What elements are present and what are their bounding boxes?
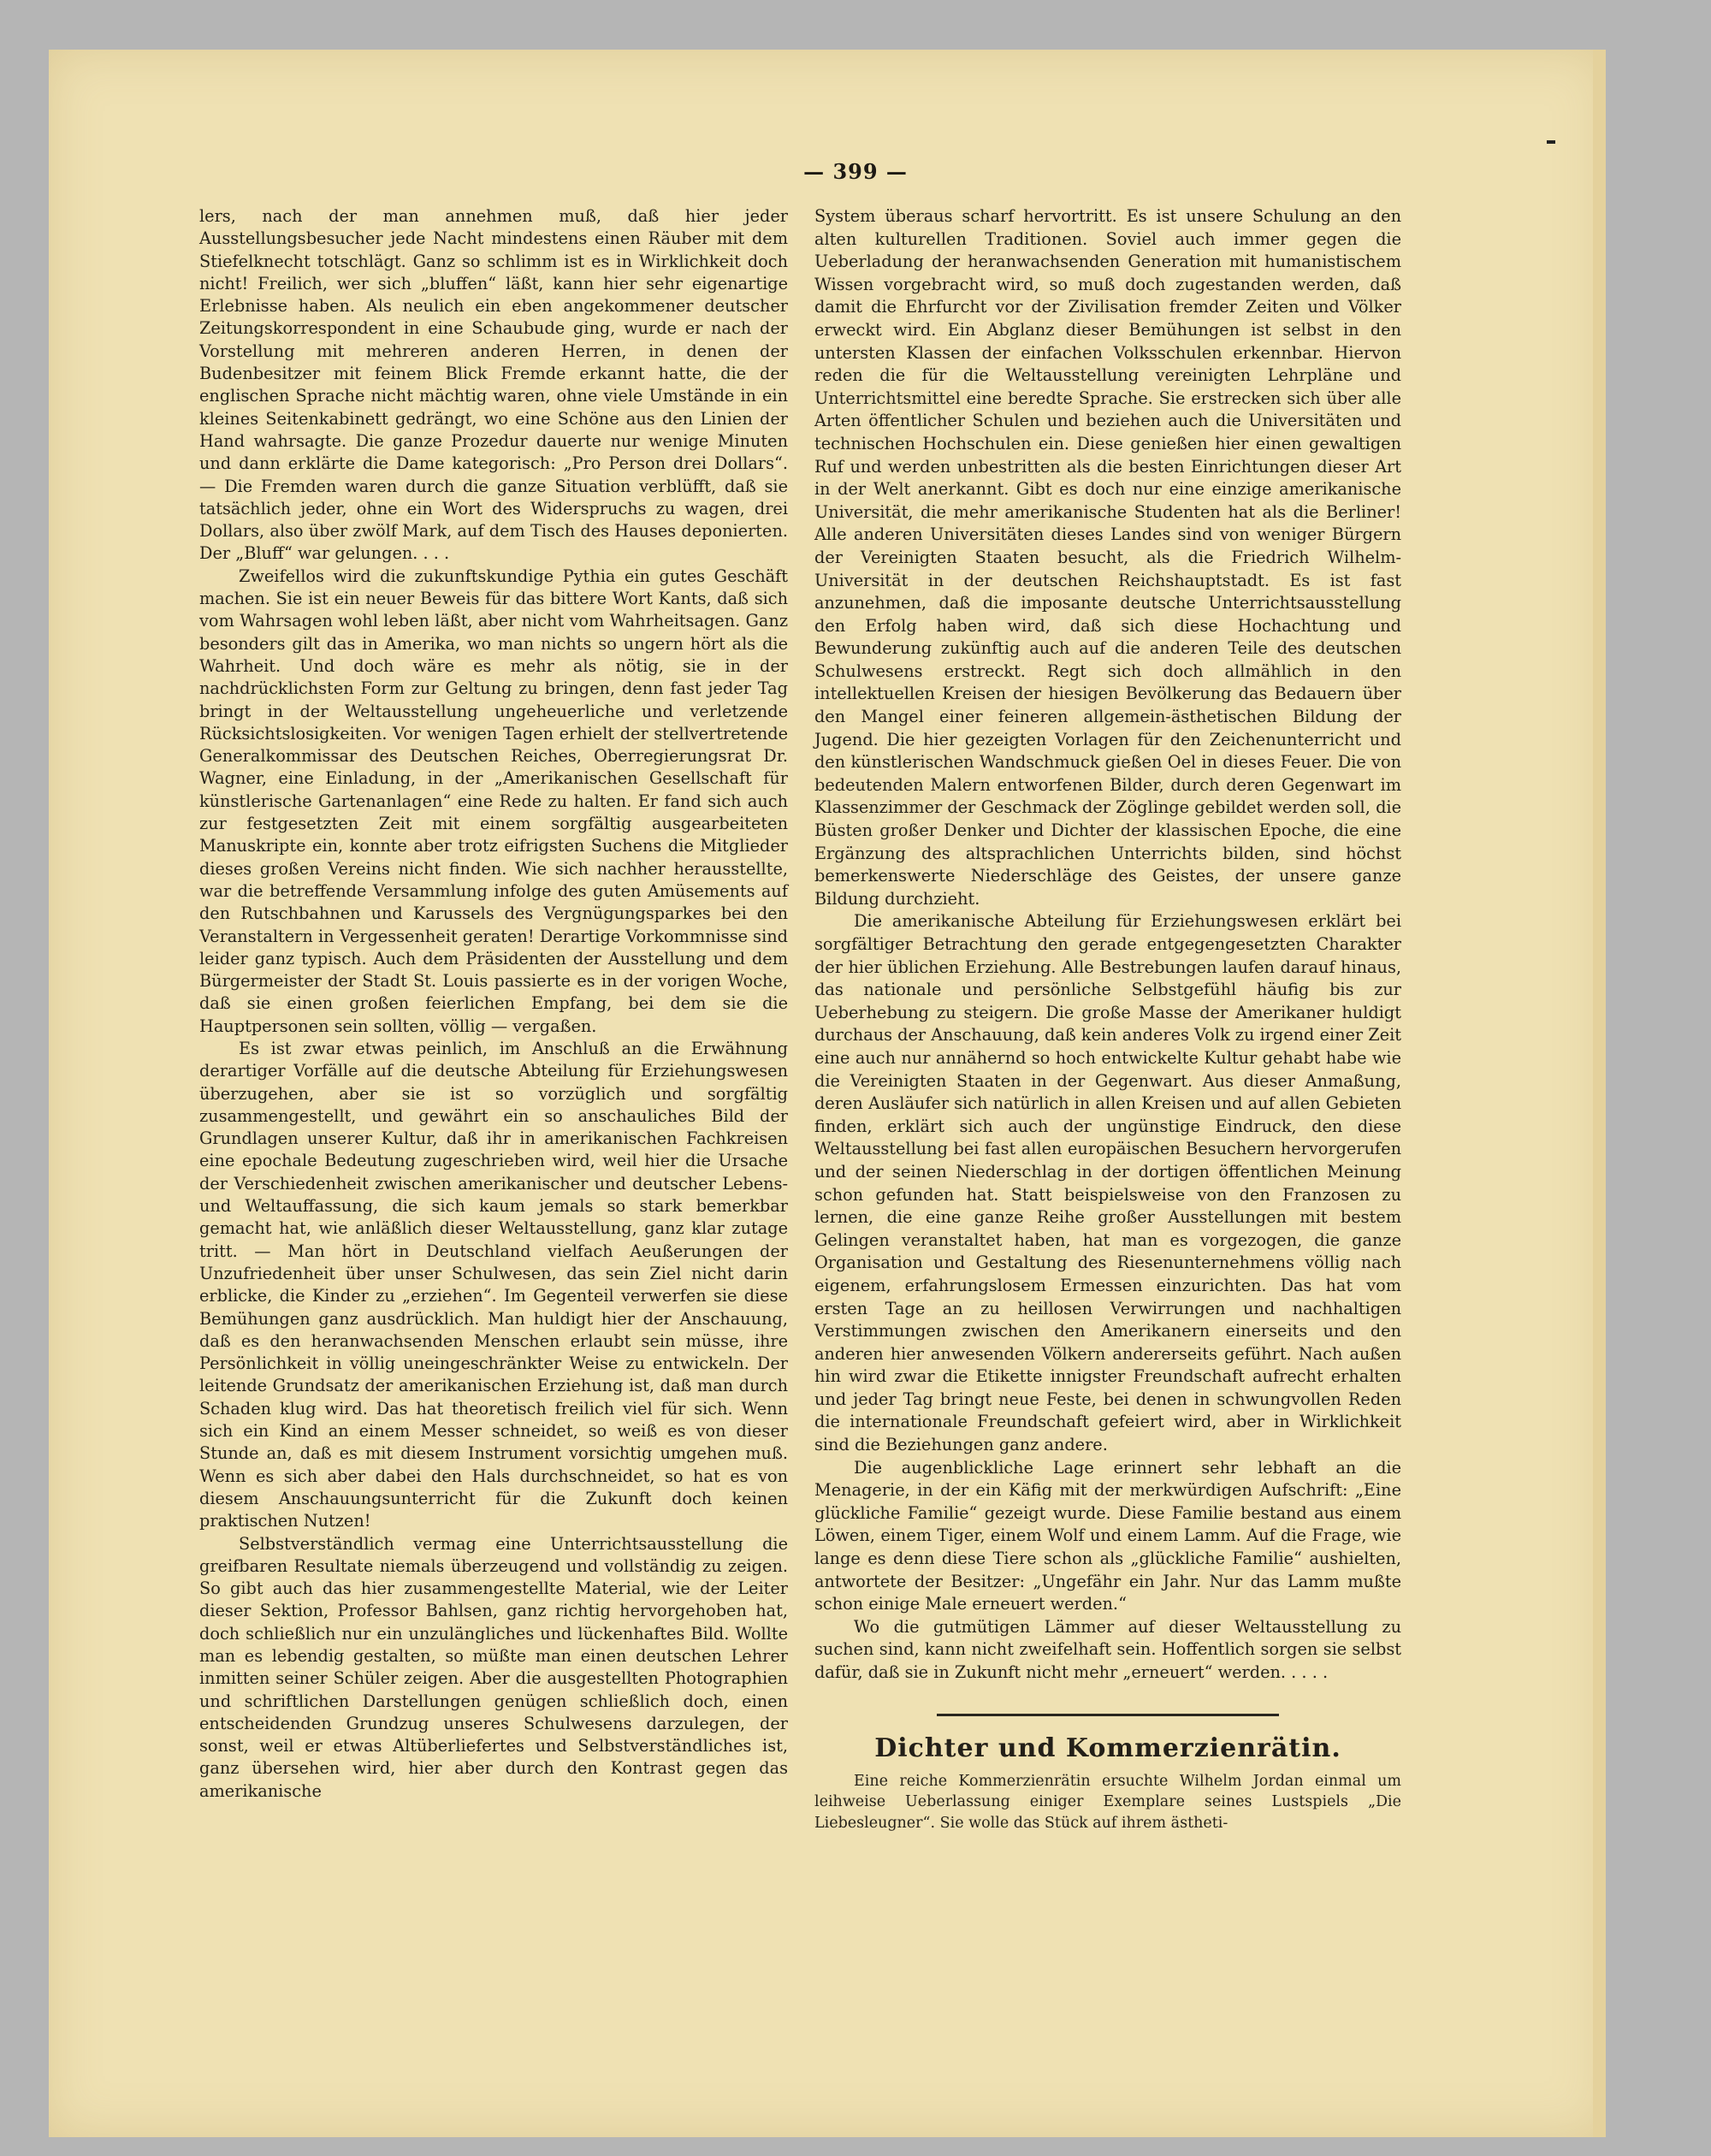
margin-mark xyxy=(1547,140,1555,144)
article-paragraph: Es ist zwar etwas peinlich, im Anschluß an die Erwähnung derartiger Vorfälle auf die deutsche Abteilung für Erziehungswesen überzugehen, aber sie ist so vorzüglich und sorgfältig zusammengestellt, und gewährt ein so anschauliches Bild der Grundlagen unserer Kultur, daß ihr in amerikanischen Fachkreisen eine epochale Bedeutung zugeschrieben wird, weil hier die Ursache der Verschiedenheit zwischen amerikanischer und deutscher Lebens- und Weltauffassung, die sich kaum jemals so stark bemerkbar gemacht hat, wie anläßlich dieser Weltausstellung, ganz klar zutage tritt. — Man hört in Deutschland vielfach Aeußerungen der Unzufriedenheit über unser Schulwesen, das sein Ziel nicht darin erblicke, die Kinder zu „erziehen“. Im Gegenteil verwerfen sie diese Bemühungen ganz ausdrücklich. Man huldigt hier der Anschauung, daß es den heranwachsenden Menschen erlaubt sein müsse, ihre Persönlichkeit in völlig uneingeschränkter Weise zu entwickeln. Der leitende Grundsatz der amerikanischen Erziehung ist, daß man durch Schaden klug wird. Das hat theoretisch freilich viel für sich. Wenn sich ein Kind an einem Messer schneidet, so weiß es von dieser Stunde an, daß es mit diesem Instrument vorsichtig umgehen muß. Wenn es sich aber dabei den Hals durchschneidet, so hat es von diesem Anschauungsunterricht für die Zukunft doch keinen praktischen Nutzen! xyxy=(199,1038,788,1531)
article-paragraph: Selbstverständlich vermag eine Unterrichtsausstellung die greifbaren Resultate niemals überzeugend und vollständig zu zeigen. So gibt auch das hier zusammengestellte Material, wie der Leiter dieser Sektion, Professor Bahlsen, ganz richtig hervorgehoben hat, doch schließlich nur ein unzulängliches und lückenhaftes Bild. Wollte man es lebendig gestalten, so müßte man einen deutschen Lehrer inmitten seiner Schüler zeigen. Aber die ausgestellten Photographien und schriftlichen Darstellungen genügen schließlich doch, einen entscheidenden Grundzug unseres Schulwesens darzulegen, der sonst, weil er etwas Altüberliefertes und Selbstverständliches ist, ganz übersehen wird, hier aber durch den Kontrast gegen das amerikanische xyxy=(199,1533,788,1801)
section-divider xyxy=(937,1714,1279,1716)
story-paragraph: Eine reiche Kommerzienrätin ersuchte Wilhelm Jordan einmal um leihweise Ueberlassung einiger Exemplare seines Lustspiels „Die Liebesleugner“. Sie wolle das Stück auf ihrem ästheti- xyxy=(814,1772,1401,1832)
story-headline: Dichter und Kommerzienrätin. xyxy=(874,1732,1341,1763)
page-number: — 399 — xyxy=(803,159,908,184)
page-edge xyxy=(1593,50,1606,2137)
article-paragraph: Die augenblickliche Lage erinnert sehr lebhaft an die Menagerie, in der ein Käfig mit der merkwürdigen Aufschrift: „Eine glückliche Familie“ gezeigt wurde. Diese Familie bestand aus einem Löwen, einem Tiger, einem Wolf und einem Lamm. Auf die Frage, wie lange es denn diese Tiere schon als „glückliche Familie“ aushielten, antwortete der Besitzer: „Ungefähr ein Jahr. Nur das Lamm mußte schon einige Male erneuert werden.“ xyxy=(814,1457,1401,1614)
article-paragraph: Wo die gutmütigen Lämmer auf dieser Weltausstellung zu suchen sind, kann nicht zweifelhaft sein. Hoffentlich sorgen sie selbst dafür, daß sie in Zukunft nicht mehr „erneuert“ werden. . . . . xyxy=(814,1616,1401,1682)
left-column xyxy=(199,205,788,1803)
article-paragraph: lers, nach der man annehmen muß, daß hier jeder Ausstellungsbesucher jede Nacht mindestens einen Räuber mit dem Stiefelknecht totschlägt. Ganz so schlimm ist es in Wirklichkeit doch nicht! Freilich, wer sich „bluffen“ läßt, kann hier sehr eigenartige Erlebnisse haben. Als neulich ein eben angekommener deutscher Zeitungskorrespondent in eine Schaubude ging, wurde er nach der Vorstellung mit mehreren anderen Herren, in denen der Budenbesitzer mit feinem Blick Fremde erkannt hatte, die der englischen Sprache nicht mächtig waren, ohne viele Umstände in ein kleines Seitenkabinett gedrängt, wo eine Schöne aus den Linien der Hand wahrsagte. Die ganze Prozedur dauerte nur wenige Minuten und dann erklärte die Dame kategorisch: „Pro Person drei Dollars“. — Die Fremden waren durch die ganze Situation verblüfft, daß sie tatsächlich jeder, ohne ein Wort des Widerspruchs zu wagen, drei Dollars, also über zwölf Mark, auf dem Tisch des Hauses deponierten. Der „Bluff“ war gelungen. . . . xyxy=(199,206,788,564)
article-paragraph: Die amerikanische Abteilung für Erziehungswesen erklärt bei sorgfältiger Betrachtung den gerade entgegengesetzten Charakter der hier üblichen Erziehung. Alle Bestrebungen laufen darauf hinaus, das nationale und persönliche Selbstgefühl häufig bis zur Ueberhebung zu steigern. Die große Masse der Amerikaner huldigt durchaus der Anschauung, daß kein anderes Volk zu irgend einer Zeit eine auch nur annähernd so hoch entwickelte Kultur gehabt habe wie die Vereinigten Staaten in der Gegenwart. Aus dieser Anmaßung, deren Ausläufer sich natürlich in allen Kreisen und auf allen Gebieten finden, erklärt sich auch der ungünstige Eindruck, den diese Weltausstellung bei fast allen europäischen Besuchern hervorgerufen und der seinen Niederschlag in der dortigen öffentlichen Meinung schon gefunden hat. Statt beispielsweise von den Franzosen zu lernen, die eine ganze Reihe großer Ausstellungen mit bestem Gelingen veranstaltet haben, hat man es vorgezogen, die ganze Organisation und Gestaltung des Riesenunternehmens völlig nach eigenem, erfahrungslosem Ermessen einzurichten. Das hat vom ersten Tage an zu heillosen Verwirrungen und nachhaltigen Verstimmungen zwischen den Amerikanern einerseits und den anderen hier anwesenden Völkern andererseits geführt. Nach außen hin wird zwar die Etikette innigster Freundschaft aufrecht erhalten und jeder Tag bringt neue Feste, bei denen in schwungvollen Reden die internationale Freundschaft gefeiert wird, aber in Wirklichkeit sind die Beziehungen ganz andere. xyxy=(814,911,1401,1455)
article-paragraph: Zweifellos wird die zukunftskundige Pythia ein gutes Geschäft machen. Sie ist ein neuer Beweis für das bittere Wort Kants, daß sich vom Wahrsagen wohl leben läßt, aber nicht vom Wahrheitsagen. Ganz besonders gilt das in Amerika, wo man nichts so ungern hört als die Wahrheit. Und doch wäre es mehr als nötig, sie in der nachdrücklichsten Form zur Geltung zu bringen, denn fast jeder Tag bringt in der Weltausstellung ungeheuerliche und verletzende Rücksichtslosigkeiten. Vor wenigen Tagen erhielt der stellvertretende Generalkommissar des Deutschen Reiches, Oberregierungsrat Dr. Wagner, eine Einladung, in der „Amerikanischen Gesellschaft für künstlerische Gartenanlagen“ eine Rede zu halten. Er fand sich auch zur festgesetzten Zeit mit einem sorgfältig ausgearbeiteten Manuskripte ein, konnte aber trotz eifrigsten Suchens die Mitglieder dieses großen Vereins nicht finden. Wie sich nachher herausstellte, war die betreffende Versammlung infolge des guten Amüsements auf den Rutschbahnen und Karussels des Vergnügungsparkes bei den Veranstaltern in Vergessenheit geraten! Derartige Vorkommnisse sind leider ganz typisch. Auch dem Präsidenten der Ausstellung und dem Bürgermeister der Stadt St. Louis passierte es in der vorigen Woche, daß sie einen großen feierlichen Empfang, bei dem sie die Hauptpersonen sein sollten, völlig — vergaßen. xyxy=(199,566,788,1036)
right-column xyxy=(814,205,1401,1833)
article-paragraph: System überaus scharf hervortritt. Es ist unsere Schulung an den alten kulturellen Traditionen. Soviel auch immer gegen die Ueberladung der heranwachsenden Generation mit humanistischem Wissen vorgebracht wird, so muß doch zugestanden werden, daß damit die Ehrfurcht vor der Zivilisation fremder Zeiten und Völker erweckt wird. Ein Abglanz dieser Bemühungen ist selbst in den untersten Klassen der einfachen Volksschulen erkennbar. Hiervon reden die für die Weltausstellung vereinigten Lehrpläne und Unterrichtsmittel eine beredte Sprache. Sie erstrecken sich über alle Arten öffentlicher Schulen und beziehen auch die Universitäten und technischen Hochschulen ein. Diese genießen hier einen gewaltigen Ruf und werden unbestritten als die besten Einrichtungen dieser Art in der Welt anerkannt. Gibt es doch nur eine einzige amerikanische Universität, die mehr amerikanische Studenten hat als die Berliner! Alle anderen Universitäten dieses Landes sind von weniger Bürgern der Vereinigten Staaten besucht, als die Friedrich Wilhelm-Universität in der deutschen Reichshauptstadt. Es ist fast anzunehmen, daß die imposante deutsche Unterrichtsausstellung den Erfolg haben wird, daß sich diese Hochachtung und Bewunderung zukünftig auch auf die anderen Teile des deutschen Schulwesens erstreckt. Regt sich doch allmählich in den intellektuellen Kreisen der hiesigen Bevölkerung das Bedauern über den Mangel einer feineren allgemein-ästhetischen Bildung der Jugend. Die hier gezeigten Vorlagen für den Zeichenunterricht und den künstlerischen Wandschmuck gießen Oel in dieses Feuer. Die von bedeutenden Malern entworfenen Bilder, durch deren Gegenwart im Klassenzimmer der Geschmack der Zöglinge gebildet werden soll, die Büsten großer Denker und Dichter der klassischen Epoche, die eine Ergänzung des altsprachlichen Unterrichts bilden, sind höchst bemerkenswerte Niederschläge des Geistes, der unsere ganze Bildung durchzieht. xyxy=(814,206,1401,909)
